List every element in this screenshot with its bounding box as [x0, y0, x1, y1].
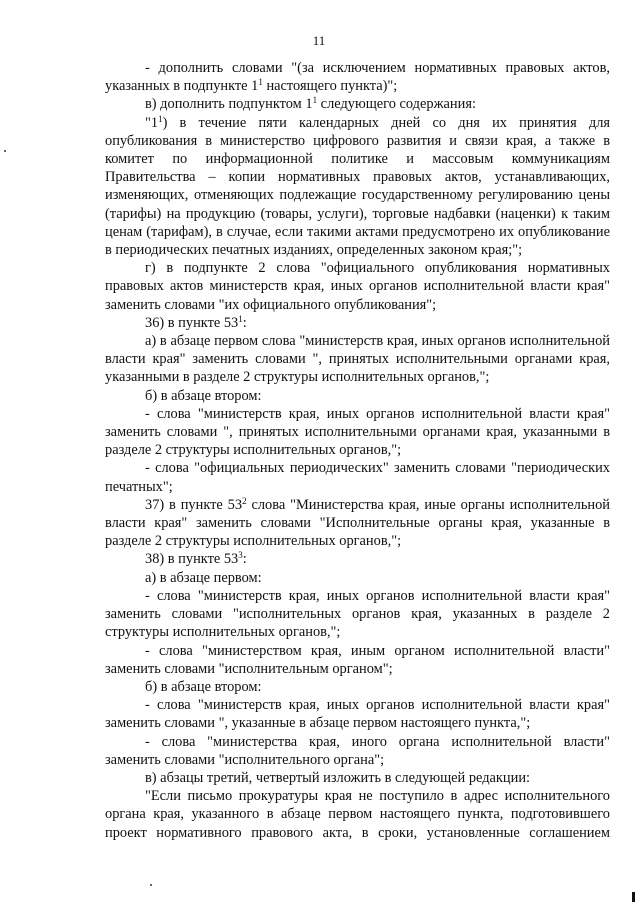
paragraph-1: - дополнить словами "(за исключением нормативных правовых актов, указанных в подпункте $1^1$ настоящего пункта)";	[105, 60, 610, 95]
paragraph-8: - слова "министерств края, иных органов исполнительной власти края" заменить словами ", принятых исполнительными органами края, указанными в разделе 2 структуры исполнительных органов,";	[105, 405, 610, 459]
paragraph-15: б) в абзаце втором:	[145, 678, 262, 695]
paragraph-2: в) дополнить подпунктом $1^1$ следующего содержания:	[145, 95, 476, 113]
paragraph-6: а) в абзаце первом слова "министерств края, иных органов исполнительной власти края" заменить словами ", принятых исполнительными органами края, указанными в разделе 2 структуры исполнительных органов,";	[105, 333, 610, 386]
paragraph-13: - слова "министерств края, иных органов исполнительной власти края" заменить словами "исполнительных органов края, указанных в разделе 2 структуры исполнительных органов,";	[105, 587, 610, 641]
paragraph-5: 36) в пункте $53^1$:	[145, 313, 247, 331]
paragraph-17: - слова "министерства края, иного органа исполнительной власти" заменить словами "исполнительного органа";	[105, 733, 610, 768]
paragraph-19: "Если письмо прокуратуры края не поступило в адрес исполнительного органа края, указанного в абзаце первом настоящего пункта, подготовившего проект нормативного правового акта, в сроки, установленные соглашением	[105, 788, 610, 841]
paragraph-10: 37) в пункте $53^2$ слова "Министерства края, иные органы исполнительной власти края" заменить словами "Исполнительные органы края, указанные в разделе 2 структуры исполнительных органов,";	[105, 495, 610, 550]
paragraph-3: "$1^1$) в течение пяти календарных дней со дня их принятия для опубликования в министерство цифрового развития и связи края, а также в комитет по информационной политике и массовым коммуникациям Правительства – копии нормативных правовых актов, устанавливающих, изменяющих, отменяющих подлежащие государственному регулированию цены (тарифы) на продукцию (товары, услуги), торговые надбавки (наценки) к таким ценам (тарифам), в случае, если такими актами предусмотрено их опубликование в периодических печатных изданиях, определенных законом края;";	[105, 113, 610, 259]
scan-speck	[150, 884, 152, 886]
paragraph-12: а) в абзаце первом:	[145, 569, 262, 586]
paragraph-16: - слова "министерств края, иных органов исполнительной власти края" заменить словами ", указанные в абзаце первом настоящего пункта,";	[105, 697, 610, 732]
paragraph-11: 38) в пункте $53^3$:	[145, 550, 247, 568]
scan-edge-mark	[632, 892, 635, 902]
paragraph-4: г) в подпункте 2 слова "официального опубликования нормативных правовых актов министерств края, иных органов исполнительной власти края" заменить словами "их официального опубликования";	[105, 260, 610, 313]
paragraph-7: б) в абзаце втором:	[145, 387, 262, 404]
scan-speck	[4, 150, 6, 152]
paragraph-18: в) абзацы третий, четвертый изложить в следующей редакции:	[145, 769, 531, 786]
page-number: 11	[312, 33, 326, 48]
paragraph-14: - слова "министерством края, иным органом исполнительной власти" заменить словами "исполнительным органом";	[105, 642, 610, 677]
paragraph-9: - слова "официальных периодических" заменить словами "периодических печатных";	[105, 460, 610, 495]
document-body	[105, 59, 610, 842]
